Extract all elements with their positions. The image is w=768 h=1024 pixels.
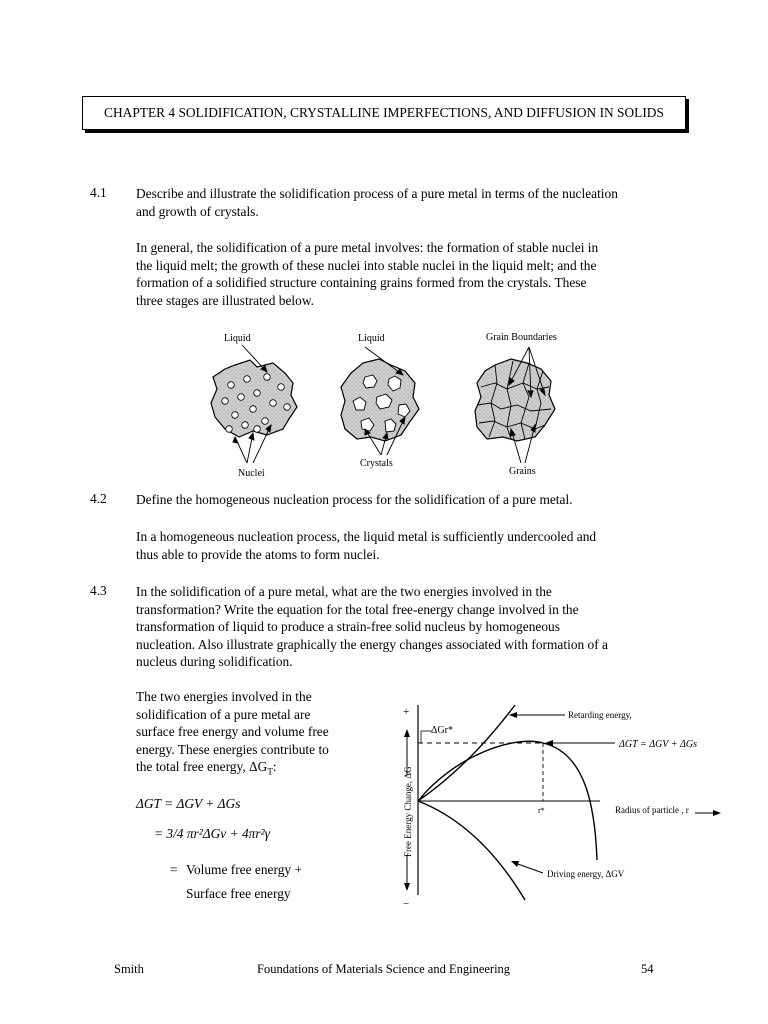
y-minus-sign: − xyxy=(403,898,410,910)
equation-eq-sign: = xyxy=(170,862,178,877)
subscript-t: T xyxy=(267,766,273,777)
retarding-energy-curve xyxy=(418,705,515,801)
answer-colon: : xyxy=(272,759,277,774)
radius-label: Radius of particle , r xyxy=(615,805,689,815)
driving-energy-curve xyxy=(418,801,525,900)
answer-4-1-line: formation of a solidified structure containing grains formed from the crystals. These xyxy=(136,275,587,290)
equation-line-4: Surface free energy xyxy=(186,886,291,901)
answer-4-1-line: three stages are illustrated below. xyxy=(136,292,314,308)
answer-4-2 xyxy=(136,528,676,563)
question-4-1-line: and growth of crystals. xyxy=(136,203,259,219)
driving-energy-label: Driving energy, ΔGV xyxy=(547,869,625,879)
answer-4-3-line: solidification of a pure metal are xyxy=(136,706,311,722)
retarding-energy-label: Retarding energy, xyxy=(568,710,632,720)
y-plus-sign: + xyxy=(403,706,410,718)
question-4-3-line: nucleation. Also illustrate graphically the energy changes associated with formation of a xyxy=(136,636,608,652)
label-liquid-2: Liquid xyxy=(358,333,385,344)
answer-4-3 xyxy=(136,688,376,781)
equation-line-1: ΔGT = ΔGV + ΔGs xyxy=(136,796,241,811)
answer-4-3-line: energy. These energies contribute to xyxy=(136,741,329,757)
y-axis-label: Free Energy Change, ΔG xyxy=(403,766,413,857)
label-crystals: Crystals xyxy=(360,458,393,469)
question-4-1-line: Describe and illustrate the solidification process of a pure metal in terms of the nucleation xyxy=(136,186,618,201)
answer-4-1-line: In general, the solidification of a pure metal involves: the formation of stable nuclei in xyxy=(136,240,599,255)
answer-4-1 xyxy=(136,239,676,309)
question-4-3-line: transformation of liquid to produce a strain-free solid nucleus by homogeneous xyxy=(136,619,560,634)
chapter-title-box xyxy=(82,96,686,130)
question-number-4-1: 4.1 xyxy=(90,185,107,200)
label-nuclei: Nuclei xyxy=(238,468,265,479)
answer-4-3-line xyxy=(136,758,376,781)
chapter-title: CHAPTER 4 SOLIDIFICATION, CRYSTALLINE IMPERFECTIONS, AND DIFFUSION IN SOLIDS xyxy=(104,105,664,120)
footer-book-title: Foundations of Materials Science and Engineering xyxy=(257,962,511,976)
label-grains: Grains xyxy=(509,466,536,477)
answer-4-3-line: The two energies involved in the xyxy=(136,689,312,704)
label-grain-boundaries: Grain Boundaries xyxy=(486,332,557,343)
question-4-3-line: transformation? Write the equation for the total free-energy change involved in the xyxy=(136,601,579,617)
equation-line-3: Volume free energy + xyxy=(186,862,303,877)
question-number-4-2: 4.2 xyxy=(90,491,107,506)
dg-r-star-label: ΔGr* xyxy=(431,725,453,736)
label-liquid-1: Liquid xyxy=(224,333,251,344)
solidification-stages-figure xyxy=(195,325,615,485)
answer-4-2-line: In a homogeneous nucleation process, the liquid metal is sufficiently undercooled and xyxy=(136,529,597,544)
footer-author: Smith xyxy=(114,962,144,976)
question-4-3-line: nucleus during solidification. xyxy=(136,654,293,669)
free-energy-graph xyxy=(395,695,735,915)
answer-4-3-line: surface free energy and volume free xyxy=(136,724,329,739)
question-number-4-3: 4.3 xyxy=(90,583,107,598)
equation-line-2: = 3/4 πr²ΔGv + 4πr²γ xyxy=(154,826,270,841)
answer-4-2-line: thus able to provide the atoms to form nuclei. xyxy=(136,546,380,562)
question-4-2: Define the homogeneous nucleation process for the solidification of a pure metal. xyxy=(136,492,573,507)
answer-4-1-line: the liquid melt; the growth of these nuclei into stable nuclei in the liquid melt; and the xyxy=(136,257,597,273)
question-4-1 xyxy=(136,185,676,220)
question-4-3-line: In the solidification of a pure metal, what are the two energies involved in the xyxy=(136,584,552,599)
r-star-label: r* xyxy=(538,806,545,815)
footer-page-number: 54 xyxy=(641,962,654,976)
total-energy-label: ΔGT = ΔGV + ΔGs xyxy=(619,739,697,750)
question-4-3 xyxy=(136,583,676,671)
answer-4-3-text: the total free energy, ΔG xyxy=(136,759,268,774)
